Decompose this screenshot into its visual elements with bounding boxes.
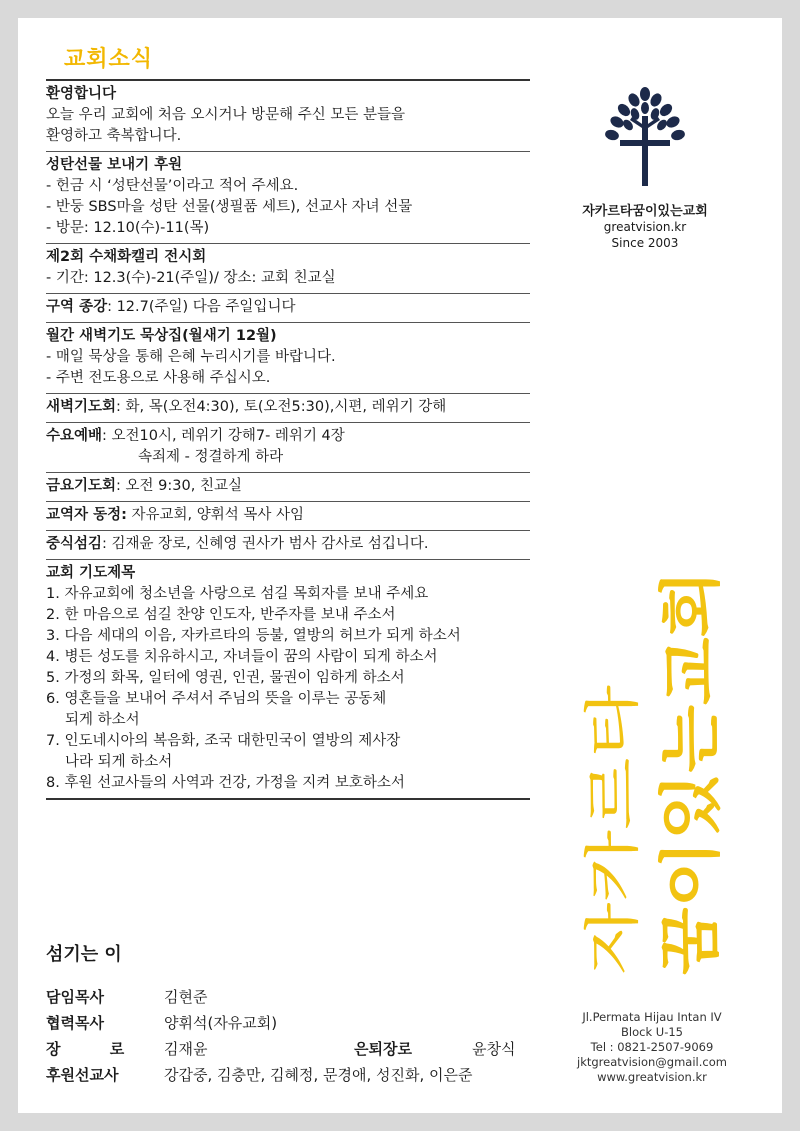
email-text: jktgreatvision@gmail.com [577, 1055, 727, 1069]
exhibit-line: - 기간: 12.3(수)-21(주일)/ 장소: 교회 친교실 [46, 270, 336, 286]
prayer-item: 5. 가정의 화목, 일터에 영권, 인권, 물권이 임하게 하소서 [46, 670, 405, 686]
dawn-prayer-text: : 화, 목(오전4:30), 토(오전5:30),시편, 레위기 강해 [116, 399, 447, 415]
page-title: 교회소식 [64, 47, 154, 72]
dawn-prayer-section [46, 393, 530, 422]
server-row [46, 984, 546, 1010]
vertical-title-col2: 꿈이있는교회 [654, 615, 727, 975]
server-role: 장 로 [46, 1040, 147, 1058]
address-line: Jl.Permata Hijau Intan IV [582, 1010, 722, 1024]
gift-title: 성탄선물 보내기 후원 [46, 157, 183, 173]
gift-section [46, 151, 530, 243]
dawn-book-line: - 매일 묵상을 통해 은혜 누리시기를 바랍니다. [46, 349, 336, 365]
contact-info [572, 1010, 732, 1085]
address-line: Block U-15 [621, 1025, 683, 1039]
servers-section [46, 940, 546, 1088]
servers-title: 섬기는 이 [46, 944, 122, 965]
server-row [46, 1036, 546, 1062]
dawn-book-title: 월간 새벽기도 묵상집(월새기 12월) [46, 328, 277, 344]
lunch-section [46, 530, 530, 559]
tree-cross-icon [590, 80, 700, 190]
church-since: Since 2003 [611, 236, 679, 250]
wednesday-label: 수요예배 [46, 428, 103, 444]
prayer-item: 1. 자유교회에 청소년을 사랑으로 섬길 목회자를 보내 주세요 [46, 586, 429, 602]
lunch-text: : 김재윤 장로, 신혜영 권사가 범사 감사로 섬깁니다. [102, 536, 429, 552]
church-site: greatvision.kr [603, 220, 687, 234]
church-logo [560, 80, 730, 251]
welcome-section [46, 79, 530, 151]
wednesday-text: : 오전10시, 레위기 강해7- 레위기 4장 [102, 428, 345, 444]
server-role: 후원선교사 [46, 1066, 119, 1084]
prayer-title: 교회 기도제목 [46, 565, 136, 581]
server-row [46, 1010, 546, 1036]
district-text: : 12.7(주일) 다음 주일입니다 [107, 299, 296, 315]
wednesday-section [46, 422, 530, 472]
district-section [46, 293, 530, 322]
prayer-section [46, 559, 530, 800]
prayer-item: 8. 후원 선교사들의 사역과 건강, 가정을 지켜 보호하소서 [46, 775, 405, 791]
website-text: www.greatvision.kr [597, 1070, 707, 1084]
friday-text: : 오전 9:30, 친교실 [116, 478, 242, 494]
prayer-item: 3. 다음 세대의 이음, 자카르타의 등불, 열방의 허브가 되게 하소서 [46, 628, 461, 644]
dawn-prayer-label: 새벽기도회 [46, 399, 117, 415]
gift-line: - 반둥 SBS마을 성탄 선물(생필품 세트), 선교사 자녀 선물 [46, 199, 413, 215]
welcome-line: 환영하고 축복합니다. [46, 128, 182, 144]
church-news [46, 42, 530, 800]
prayer-item: 7. 인도네시아의 복음화, 조국 대한민국이 열방의 제사장 [46, 733, 401, 749]
server-row [46, 1062, 546, 1088]
server-role: 협력목사 [46, 1014, 104, 1032]
prayer-item: 6. 영혼들을 보내어 주셔서 주님의 뜻을 이루는 공동체 [46, 691, 387, 707]
server-name: 김현준 [164, 988, 208, 1006]
gift-line: - 방문: 12.10(수)-11(목) [46, 220, 210, 236]
gift-line: - 헌금 시 ‘성탄선물’이라고 적어 주세요. [46, 178, 299, 194]
server-name: 강갑중, 김충만, 김혜정, 문경애, 성진화, 이은준 [164, 1066, 473, 1084]
prayer-item: 되게 하소서 [65, 712, 140, 728]
partner-section [46, 501, 530, 530]
prayer-item: 나라 되게 하소서 [65, 754, 173, 770]
dawn-book-line: - 주변 전도용으로 사용해 주십시오. [46, 370, 271, 386]
welcome-title: 환영합니다 [46, 86, 117, 102]
lunch-label: 중식섬김 [46, 536, 103, 552]
exhibit-title: 제2회 수채화캘리 전시회 [46, 249, 207, 265]
district-label: 구역 종강 [46, 299, 108, 315]
partner-text: 자유교회, 양휘석 목사 사임 [126, 507, 305, 523]
dawn-book-section [46, 322, 530, 393]
server-role: 은퇴장로 [354, 1040, 412, 1058]
friday-section [46, 472, 530, 501]
vertical-title-col1: 자카르타 [581, 758, 646, 975]
exhibit-section [46, 243, 530, 293]
friday-label: 금요기도회 [46, 478, 117, 494]
server-role: 담임목사 [46, 988, 104, 1006]
server-name: 양휘석(자유교회) [164, 1014, 278, 1032]
phone-text: Tel : 0821-2507-9069 [590, 1040, 714, 1054]
church-name: 자카르타꿈이있는교회 [582, 204, 708, 219]
prayer-item: 4. 병든 성도를 치유하시고, 자녀들이 꿈의 사람이 되게 하소서 [46, 649, 438, 665]
vertical-church-title [572, 560, 732, 980]
wednesday-line2: 속죄제 - 정결하게 하라 [138, 449, 284, 465]
welcome-line: 오늘 우리 교회에 처음 오시거나 방문해 주신 모든 분들을 [46, 107, 406, 123]
server-name: 윤창식 [472, 1040, 516, 1058]
server-name: 김재윤 [164, 1040, 208, 1058]
prayer-item: 2. 한 마음으로 섬길 찬양 인도자, 반주자를 보내 주소서 [46, 607, 396, 623]
partner-label: 교역자 동정: [46, 507, 127, 523]
